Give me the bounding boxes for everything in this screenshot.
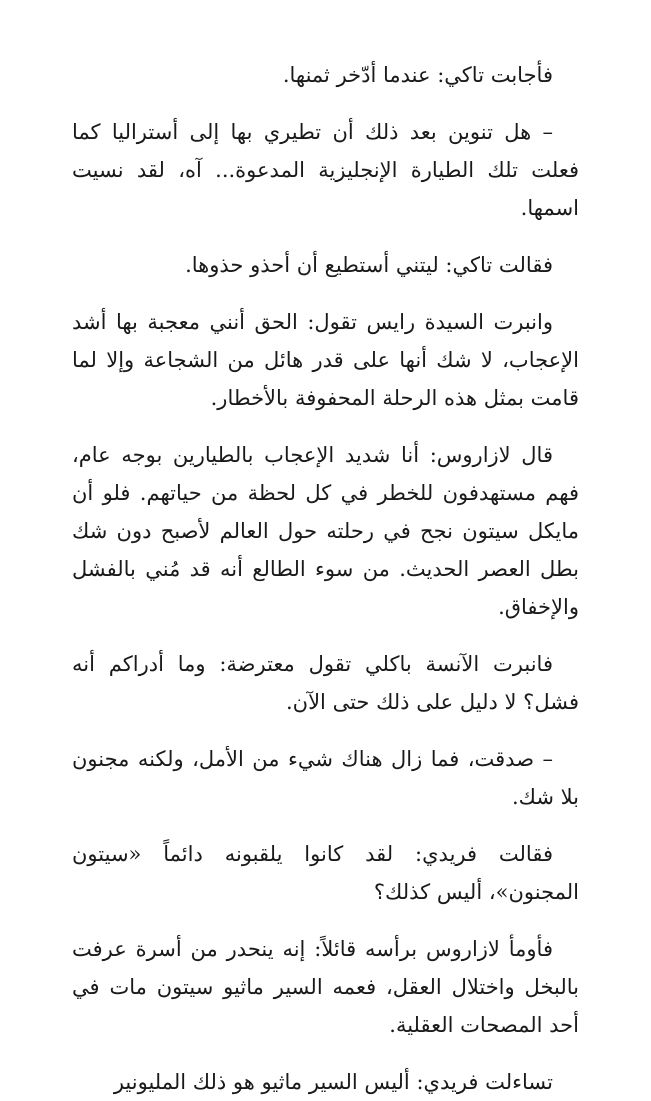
paragraph-3: فقالت تاكي: ليتني أستطيع أن أحذو حذوها. — [185, 253, 553, 277]
paragraph-1: فأجابت تاكي: عندما أدّخر ثمنها. — [282, 63, 553, 87]
paragraph-4: وانبرت السيدة رايس تقول: الحق أنني معجبة بها أشد الإعجاب، لا شك أنها على قدر هائل من الشجاعة وإلا لما قامت بمثل هذه الرحلة المحفوفة بالأخطار. — [72, 310, 579, 410]
paragraph-5: قال لازاروس: أنا شديد الإعجاب بالطيارين بوجه عام، فهم مستهدفون للخطر في كل لحظة من حياتهم. فلو أن مايكل سيتون نجح في رحلته حول العالم لأصبح دون شك بطل العصر الحديث. من سوء الطالع أنه قد مُني بالفشل والإخفاق. — [72, 443, 579, 619]
paragraph-6: فانبرت الآنسة باكلي تقول معترضة: وما أدراكم أنه فشل؟ لا دليل على ذلك حتى الآن. — [72, 652, 579, 714]
paragraph-10: تساءلت فريدي: أليس السير ماثيو هو ذلك المليونير — [113, 1070, 553, 1094]
paragraph-7: – صدقت، فما زال هناك شيء من الأمل، ولكنه مجنون بلا شك. — [72, 747, 579, 809]
paragraph-9: فأومأ لازاروس برأسه قائلاً: إنه ينحدر من أسرة عرفت بالبخل واختلال العقل، فعمه السير ماثيو سيتون مات في أحد المصحات العقلية. — [72, 937, 579, 1037]
paragraph-8: فقالت فريدي: لقد كانوا يلقبونه دائماً «سيتون المجنون»، أليس كذلك؟ — [72, 842, 579, 904]
paragraph-2: – هل تنوين بعد ذلك أن تطيري بها إلى أستراليا كما فعلت تلك الطيارة الإنجليزية المدعوة... آه، لقد نسيت اسمها. — [72, 120, 579, 220]
